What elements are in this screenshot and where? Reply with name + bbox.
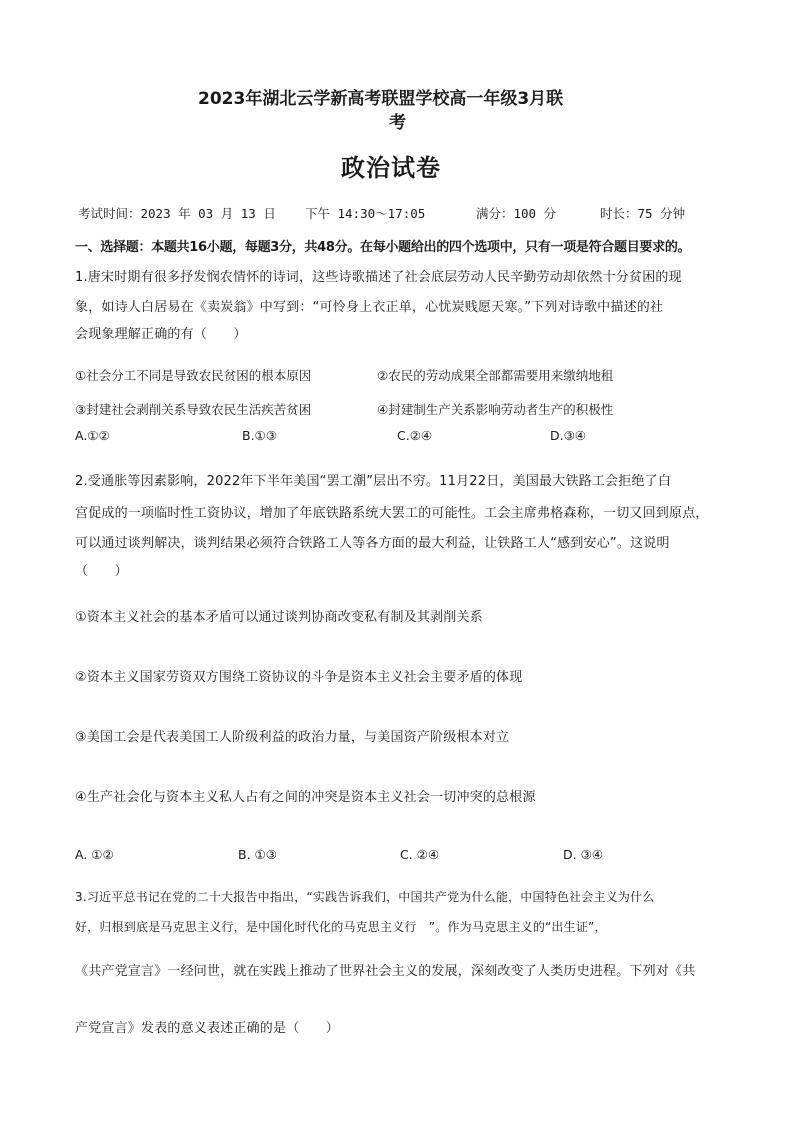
q2-statement-4: ④生产社会化与资本主义私人占有之间的冲突是资本主义社会一切冲突的总根源: [75, 790, 536, 805]
q1-option-b: B.①③: [242, 428, 277, 443]
q1-option-c: C.②④: [397, 428, 433, 443]
q1-stem-line2: 象，如诗人白居易在《卖炭翁》中写到：“可怜身上衣正单，心忧炭贱愿天寒。”下列对诗歌中描述的社: [75, 300, 664, 315]
q2-statement-2: ②资本主义国家劳资双方围绕工资协议的斗争是资本主义社会主要矛盾的体现: [75, 670, 523, 685]
exam-date: 考试时间：2023 年 03 月 13 日: [78, 206, 276, 221]
q1-stem-line3: 会现象理解正确的有（ ）: [75, 327, 247, 342]
q2-option-c: C. ②④: [400, 847, 440, 862]
q3-stem-line4: 产党宣言》发表的意义表述正确的是（ ）: [75, 1021, 340, 1036]
q1-stem-line1: 1.唐宋时期有很多抒发悯农情怀的诗词，这些诗歌描述了社会底层劳动人民辛勤劳动却依然十分贫困的现: [75, 270, 682, 285]
q1-option-a: A.①②: [75, 428, 110, 443]
section-heading: 一、选择题：本题共16小题，每题3分，共48分。在每小题给出的四个选项中，只有一项是符合题目要求的。: [75, 240, 691, 255]
exam-duration: 时长：75 分钟: [600, 206, 686, 221]
exam-score: 满分：100 分: [476, 206, 557, 221]
q2-statement-1: ①资本主义社会的基本矛盾可以通过谈判协商改变私有制及其剥削关系: [75, 610, 483, 625]
q2-stem-line2: 宫促成的一项临时性工资协议，增加了年底铁路系统大罢工的可能性。工会主席弗格森称，一切又回到原点，: [75, 506, 709, 521]
q3-stem-line2: 好，归根到底是马克思主义行，是中国化时代化的马克思主义行 ”。作为马克思主义的“出生证”，: [75, 920, 607, 934]
q1-option-d: D.③④: [550, 428, 587, 443]
exam-slot: 下午 14:30～17:05: [305, 206, 426, 221]
q2-option-b: B. ①③: [238, 847, 277, 862]
q2-statement-3: ③美国工会是代表美国工人阶级利益的政治力量，与美国资产阶级根本对立: [75, 730, 510, 745]
q2-option-d: D. ③④: [563, 847, 603, 862]
q1-statement-3: ③封建社会剥削关系导致农民生活疾苦贫困: [75, 402, 312, 417]
q1-statement-2: ②农民的劳动成果全部都需要用来缴纳地租: [377, 368, 614, 383]
subject-title: 政治试卷: [341, 154, 441, 182]
q1-statement-4: ④封建制生产关系影响劳动者生产的积极性: [377, 402, 614, 417]
exam-title-line1: 2023年湖北云学新高考联盟学校高一年级3月联: [198, 89, 564, 109]
q2-stem-line3: 可以通过谈判解决，谈判结果必须符合铁路工人等各方面的最大利益，让铁路工人“感到安心”。这说明: [75, 536, 670, 551]
exam-title-line2: 考: [389, 113, 406, 133]
q3-stem-line3: 《共产党宣言》一经问世，就在实践上推动了世界社会主义的发展，深刻改变了人类历史进程。下列对《共: [75, 964, 696, 979]
q2-stem-line4: （ ）: [75, 564, 128, 579]
q2-option-a: A. ①②: [75, 847, 114, 862]
q2-stem-line1: 2.受通胀等因素影响，2022年下半年美国“罢工潮”层出不穷。11月22日，美国最大铁路工会拒绝了白: [75, 474, 672, 489]
q3-stem-line1: 3.习近平总书记在党的二十大报告中指出，“实践告诉我们，中国共产党为什么能，中国特色社会主义为什么: [75, 890, 655, 904]
q1-statement-1: ①社会分工不同是导致农民贫困的根本原因: [75, 368, 312, 383]
